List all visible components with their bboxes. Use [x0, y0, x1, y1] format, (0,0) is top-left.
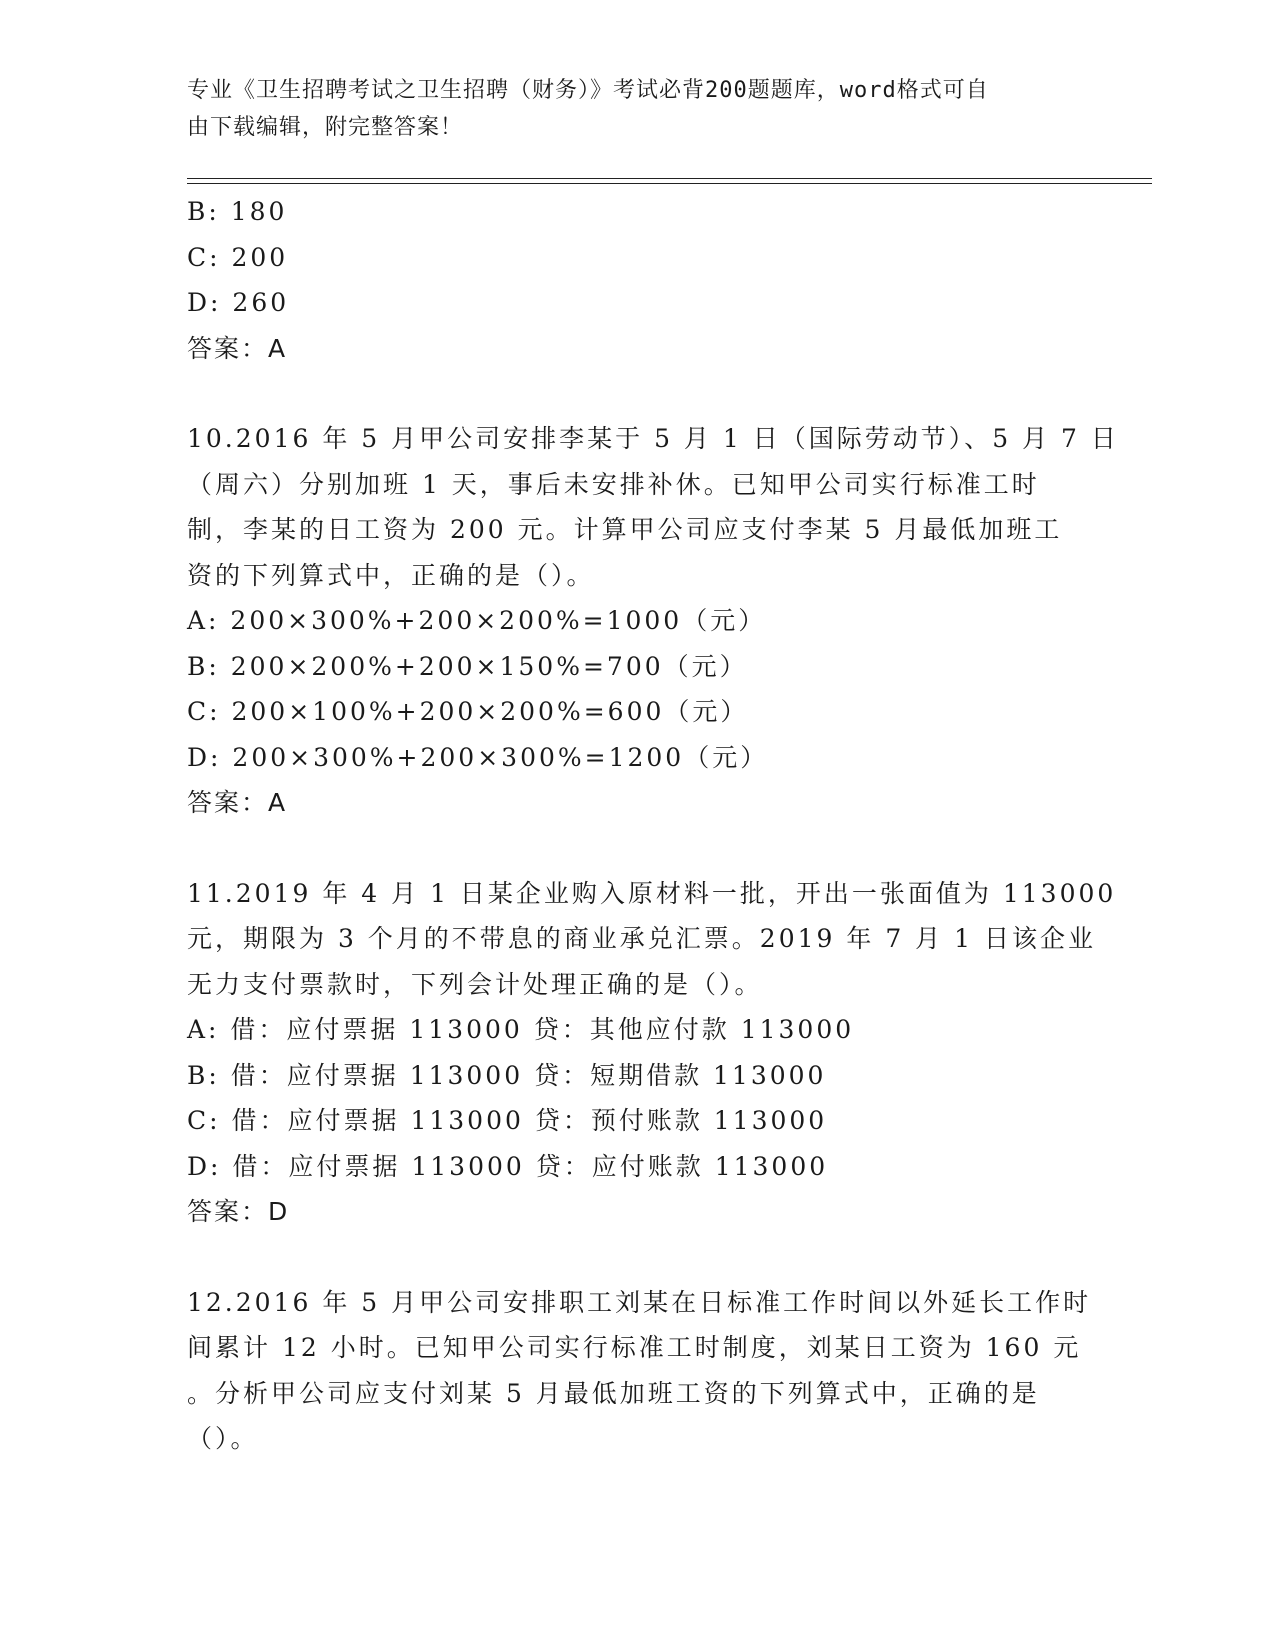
- document-header: [187, 72, 1067, 146]
- question-11: [187, 871, 1117, 1235]
- header-line-2: 由下载编辑，附完整答案！: [187, 115, 464, 140]
- answer: 答案：D: [187, 1197, 290, 1226]
- question-text-line: 。分析甲公司应支付刘某 5 月最低加班工资的下列算式中，正确的是: [187, 1378, 1040, 1408]
- question-text-line: 10.2016 年 5 月甲公司安排李某于 5 月 1 日（国际劳动节）、5 月 7 日: [187, 424, 1119, 453]
- question-text-line: 无力支付票款时，下列会计处理正确的是（）。: [187, 969, 763, 999]
- question-12: [187, 1280, 1092, 1462]
- header-divider-top: [187, 178, 1152, 179]
- spacer: [187, 371, 1077, 416]
- spacer: [187, 1235, 1077, 1280]
- option-d: D: 260: [187, 288, 290, 317]
- option-b: B: 借：应付票据 113000 贷：短期借款 113000: [187, 1060, 827, 1090]
- option-b: B: 180: [187, 197, 288, 226]
- question-text-line: （周六）分别加班 1 天，事后未安排补休。已知甲公司实行标准工时: [187, 469, 1040, 499]
- question-text-line: （）。: [187, 1424, 259, 1453]
- question-text-line: 元，期限为 3 个月的不带息的商业承兑汇票。2019 年 7 月 1 日该企业: [187, 924, 1096, 953]
- option-d: D: 借：应付票据 113000 贷：应付账款 113000: [187, 1151, 829, 1181]
- spacer: [187, 826, 1077, 871]
- option-b: B: 200×200%+200×150%=700（元）: [187, 651, 748, 681]
- question-text-line: 11.2019 年 4 月 1 日某企业购入原材料一批，开出一张面值为 113000: [187, 878, 1117, 908]
- answer: 答案：A: [187, 788, 288, 817]
- question-text-line: 间累计 12 小时。已知甲公司实行标准工时制度，刘某日工资为 160 元: [187, 1333, 1082, 1362]
- answer: 答案：A: [187, 333, 288, 363]
- question-text-line: 12.2016 年 5 月甲公司安排职工刘某在日标准工作时间以外延长工作时: [187, 1287, 1092, 1317]
- question-9-tail: [187, 189, 1077, 371]
- option-c: C: 借：应付票据 113000 贷：预付账款 113000: [187, 1106, 828, 1135]
- option-d: D: 200×300%+200×300%=1200（元）: [187, 742, 769, 772]
- header-line-1: 专业《卫生招聘考试之卫生招聘（财务）》考试必背200题题库，word格式可自: [187, 78, 989, 103]
- option-c: C: 200: [187, 242, 289, 272]
- question-text-line: 资的下列算式中，正确的是（）。: [187, 560, 595, 590]
- question-text-line: 制，李某的日工资为 200 元。计算甲公司应支付李某 5 月最低加班工: [187, 515, 1063, 544]
- option-c: C: 200×100%+200×200%=600（元）: [187, 697, 749, 726]
- header-divider-bottom: [187, 183, 1152, 184]
- question-10: [187, 416, 1119, 826]
- option-a: A: 200×300%+200×200%=1000（元）: [187, 606, 767, 635]
- document-body: [187, 189, 1119, 1462]
- option-a: A: 借：应付票据 113000 贷：其他应付款 113000: [187, 1015, 855, 1044]
